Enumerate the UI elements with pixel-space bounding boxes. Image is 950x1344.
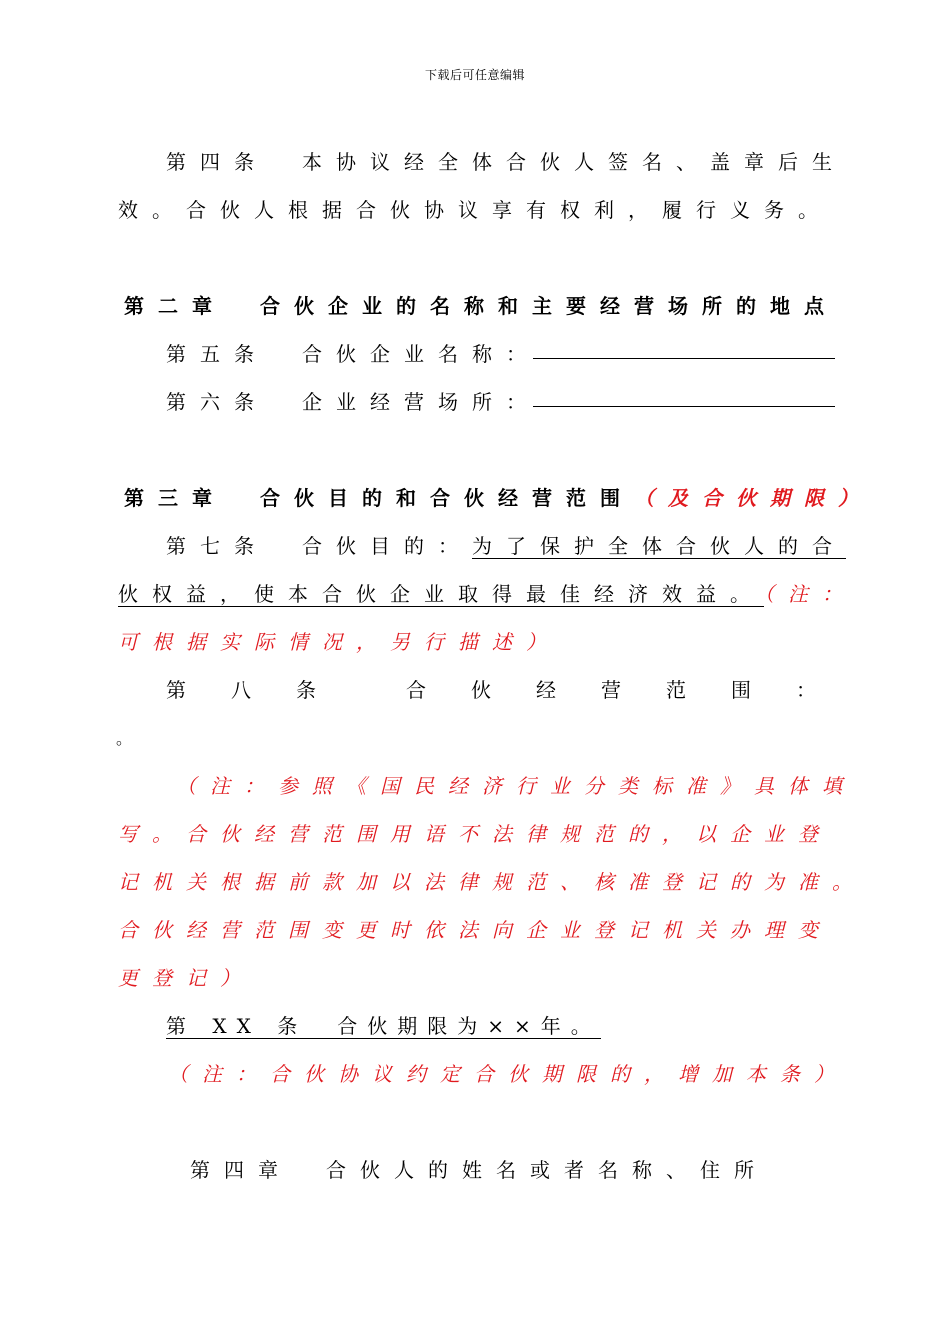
article-8-char: 营 [601,678,621,702]
chapter-3-title-red: （及合伙期限） [634,486,872,510]
article-8-char: 范 [666,678,686,702]
business-location-blank[interactable] [533,384,835,407]
article-6 [166,386,540,415]
article-7-label: 第七条 合伙目的： [166,534,472,558]
article-8-char: 围 [731,678,751,702]
article-7-note-end: 可根据实际情况，另行描述） [118,630,560,654]
article-5 [166,338,540,367]
article-5-label: 第五条 合伙企业名称： [166,342,540,366]
article-8-line [166,674,816,703]
page-header-note: 下载后可任意编辑 [424,68,525,82]
article-7-line-1 [166,530,846,559]
article-8-char: 八 [231,678,251,702]
chapter-3-title-main: 第三章 合伙目的和合伙经营范围 [124,486,634,510]
article-7-line-2 [118,578,856,607]
article-xx-note: （注：合伙协议约定合伙期限的，增加本条） [168,1062,848,1086]
article-4-line-1: 第四条 本协议经全体合伙人签名、盖章后生 [166,150,846,174]
article-8-char: ： [796,678,816,702]
article-8-char: 伙 [471,678,491,702]
chapter-3-title [124,482,872,511]
enterprise-name-blank[interactable] [533,336,835,359]
scope-note-line-1: （注：参照《国民经济行业分类标准》具体填 [176,774,856,798]
scope-note-line-5: 更登记） [118,966,254,990]
chapter-4-title: 第四章 合伙人的姓名或者名称、住所 [190,1158,768,1182]
scope-note-line-2: 写。合伙经营范围用语不法律规范的，以企业登 [118,822,832,846]
article-8-char: 经 [536,678,556,702]
article-7-purpose-1: 为了保护全体合伙人的合 [472,534,846,558]
article-7-note-start: （注： [764,582,856,606]
article-8-end-mark: 。 [116,729,133,748]
chapter-2-title: 第二章 合伙企业的名称和主要经营场所的地点 [124,294,838,318]
scope-note-line-3: 记机关根据前款加以法律规范、核准登记的为准。 [118,870,866,894]
article-xx-text: 第 XX 条 合伙期限为××年。 [166,1014,601,1038]
scope-note-line-4: 合伙经营范围变更时依法向企业登记机关办理变 [118,918,832,942]
article-xx [166,1010,601,1039]
article-7-purpose-2: 伙权益，使本合伙企业取得最佳经济效益。 [118,582,764,606]
article-8-char: 合 [406,678,426,702]
article-8-char: 第 [166,678,186,702]
article-6-label: 第六条 企业经营场所： [166,390,540,414]
article-4-line-2: 效。合伙人根据合伙协议享有权利，履行义务。 [118,198,832,222]
article-8-char: 条 [296,678,316,702]
